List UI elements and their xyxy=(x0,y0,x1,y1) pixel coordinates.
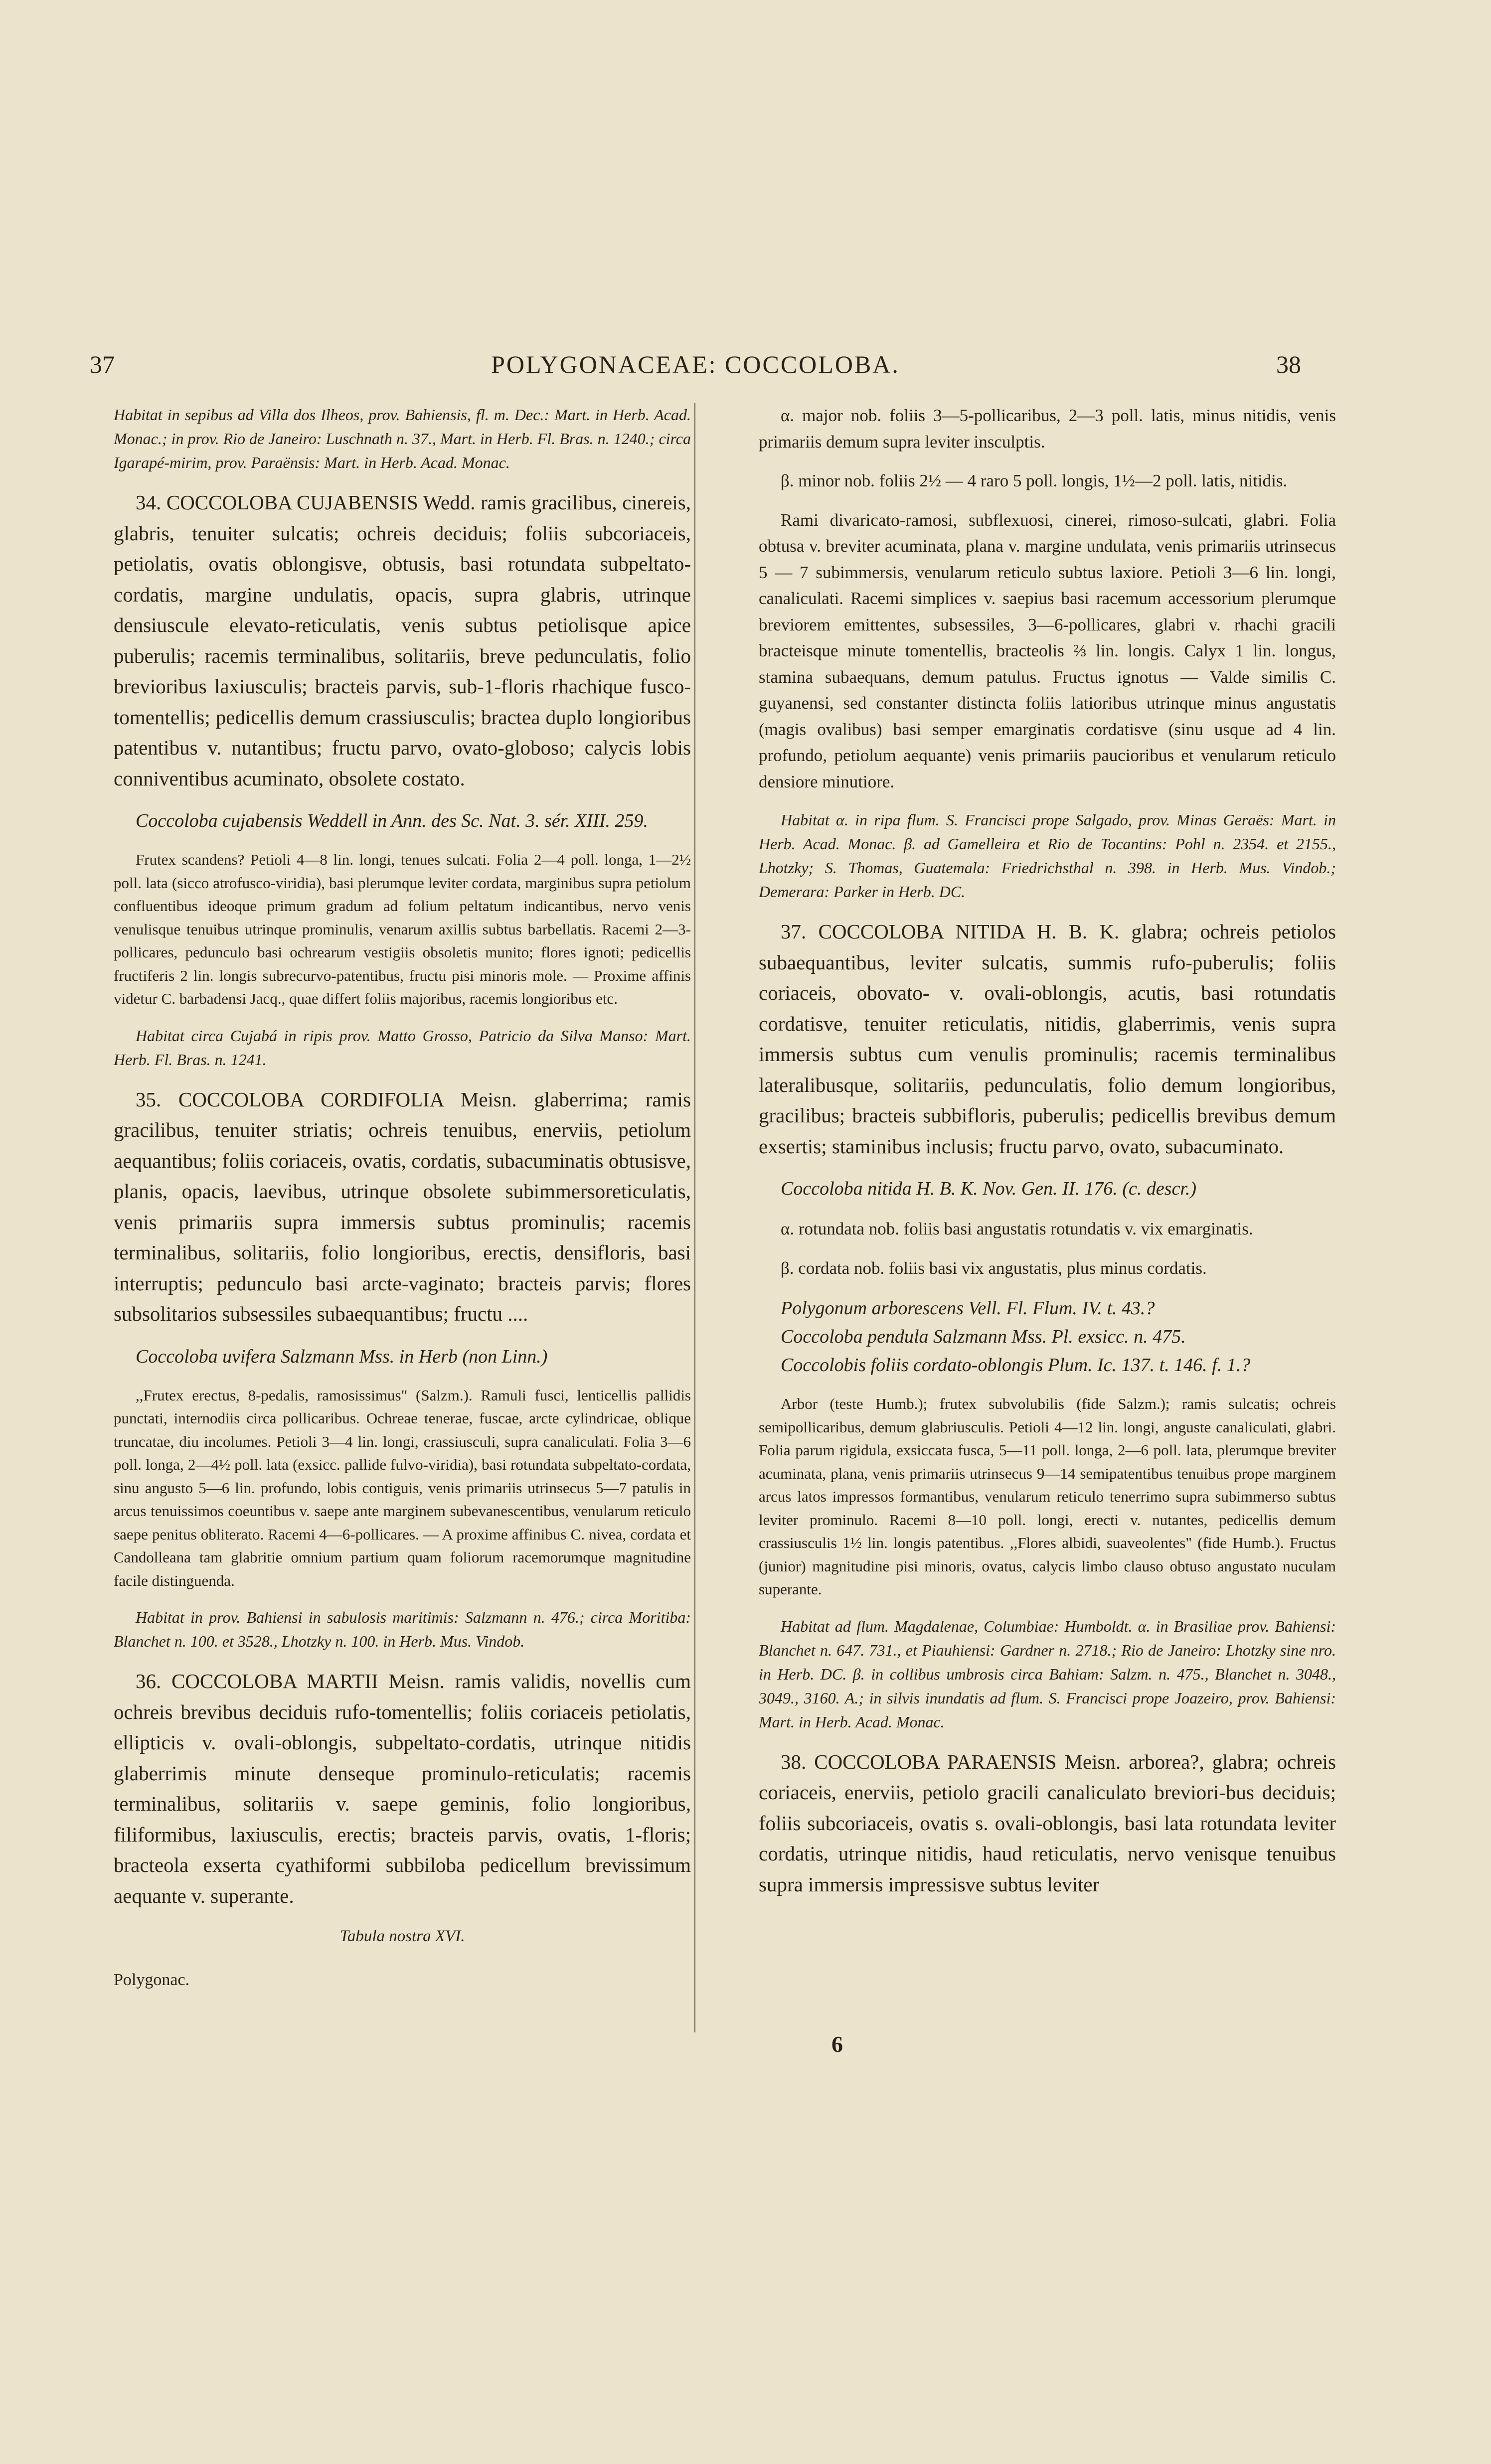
description-34: Frutex scandens? Petioli 4—8 lin. longi, tenues sulcati. Folia 2—4 poll. longa, 1—2½ poll. lata (sicco atrofusco-viridia), basi plerumque leviter cordata, marginibus supra petiolum confluentibus ideoque primum gradum ad folium peltatum indicantibus, nervo venis venulisque tenuibus utrinque prominulis, venarum axillis subtus barbellatis. Racemi 2—3-pollicares, pedunculo basi ochrearum vestigiis obsoletis munito; flores ignoti; pedicellis fructiferis 2 lin. longis subrecurvo-patentibus, fructu pisi minoris mole. — Proxime affinis videtur C. barbadensi Jacq., quae differt foliis majoribus, racemis longioribus etc. xyxy=(114,851,691,1007)
description-36: Rami divaricato-ramosi, subflexuosi, cinerei, rimoso-sulcati, glabri. Folia obtusa v. breviter acuminata, plana v. margine undulata, venis primariis utrinsecus 5 — 7 subimmersis, venularum reticulo subtus laxiore. Petioli 3—6 lin. longi, canaliculati. Racemi simplices v. saepius basi racemum accessorium plerumque breviorem emittentes, subsessiles, 3—6-pollicares, glabri v. rhachi gracili bracteisque minute tomentellis, bracteolis ⅔ lin. longis. Calyx 1 lin. longus, stamina subaequans, demum patulus. Fructus ignotus — Valde similis C. guyanensi, sed constanter distincta foliis latioribus utrinque minus angustatis (magis ovalibus) basi semper emarginatis cordatisve (sinu usque ad 4 lin. profundo, petiolum aequante) venis primariis paucioribus et venularum reticulo densiore minutiore. xyxy=(759,510,1336,791)
description-35: ,,Frutex erectus, 8-pedalis, ramosissimus" (Salzm.). Ramuli fusci, lenticellis pallidis punctati, internodiis circa pollicaribus. Ochreae tenerae, fuscae, arcte cylindricae, oblique truncatae, diu incolumes. Petioli 3—4 lin. longi, crassiusculi, supra canaliculati. Folia 3—6 poll. longa, 2—4½ poll. lata (exsicc. pallide fulvo-viridia), basi rotundata subpeltato-cordata, sinu angusto 5—6 lin. profundo, lobis contiguis, venis primariis utrinsecus 5—7 patulis in arcus tenuissimos coeuntibus v. saepe ante marginem subevanescentibus, venularum reticulo saepe penitus obliterato. Racemi 4—6-pollicares. — A proxime affinibus C. nivea, cordata et Candolleana tam glabritie omnium partium quam foliorum racemorumque magnitudine facile distinguenda. xyxy=(114,1386,691,1589)
page-number-left: 37 xyxy=(90,350,115,378)
synonym-37-line: Polygonum arborescens Vell. Fl. Flum. IV. t. 43.? xyxy=(781,1298,1155,1319)
right-column xyxy=(759,403,1336,1913)
left-column xyxy=(114,403,691,1993)
signature-text: Polygonac. xyxy=(114,1970,190,1989)
page-number-right: 38 xyxy=(1276,350,1301,378)
habitat-34: Habitat circa Cujabá in ripis prov. Matto Grosso, Patricio da Silva Manso: Mart. Herb. Fl. Bras. n. 1241. xyxy=(114,1026,691,1069)
description-37: Arbor (teste Humb.); frutex subvolubilis (fide Salzm.); ramis sulcatis; ochreis semipollicaribus, demum glabriusculis. Petioli 4—12 lin. longi, anguste canaliculati, glabri. Folia parum rigidula, exsiccata fusca, 5—11 poll. longa, 2—6 poll. lata, plerumque breviter acuminata, plana, venis primariis utrinsecus 9—14 semipatentibus tenuibus prope marginem arcus latos impressos formantibus, venularum reticulo tenerrimo supra subimmerso subtus leviter prominulo. Racemi 8—10 poll. longi, erecti v. nutantes, pedicellis demum crassiusculis 1½ lin. longis patentibus. ,,Flores albidi, suaveolentes" (fide Humb.). Fructus (junior) magnitudine pisi minoris, ovatus, calycis limbo clauso obtuso angustato nuculam superante. xyxy=(759,1395,1336,1598)
species-37-nitida: 37. COCCOLOBA NITIDA H. B. K. glabra; ochreis petiolos subaequantibus, leviter sulcatis, summis rufo-puberulis; foliis coriaceis, obovato- v. ovali-oblongis, acutis, basi rotundatis cordatisve, tenuiter reticulatis, nitidis, glaberrimis, venis supra immersis subtus cum venulis prominulis; racemis terminalibus lateralibusque, solitariis, pedunculatis, folio demum longioribus, gracilibus; bracteis subbifloris, puberulis; pedicellis brevibus demum exsertis; staminibus inclusis; fructu parvo, ovato, subacuminato. xyxy=(759,920,1336,1158)
tabula-reference: Tabula nostra XVI. xyxy=(339,1927,465,1945)
species-34-cujabensis: 34. COCCOLOBA CUJABENSIS Wedd. ramis gracilibus, cinereis, glabris, tenuiter sulcatis; ochreis deciduis; foliis subcoriaceis, petiolatis, ovatis oblongisve, obtusis, basi rotundata subpeltato-cordatis, margine undulatis, opacis, supra glabris, utrinque densiuscule elevato-reticulatis, venis subtus petiolisque apice puberulis; racemis terminalibus, solitariis, breve pedunculatis, folio brevioribus laxiusculis; bracteis parvis, sub-1-floris rhachique fusco-tomentellis; pedicellis demum crassiusculis; bractea duplo longioribus patentibus v. nutantibus; fructu parvo, ovato-globoso; calycis lobis conniventibus acuminato, obsolete costato. xyxy=(114,491,691,790)
column-divider xyxy=(694,403,695,2032)
synonyms-37-list xyxy=(759,1294,1336,1380)
species-35-cordifolia: 35. COCCOLOBA CORDIFOLIA Meisn. glaberrima; ramis gracilibus, tenuiter striatis; ochreis tenuibus, enerviis, petiolum aequantibus; foliis coriaceis, ovatis, cordatis, subacuminatis obtusisve, planis, opacis, laevibus, utrinque obsolete subimmersoreticulatis, venis primariis supra immersis subtus prominulis; racemis terminalibus, solitariis, folio longioribus, erectis, densifloris, basi interruptis; pedunculo basi arcte-vaginato; bracteis parvis; flores subsolitarios subsessiles subaequantibus; fructu .... xyxy=(114,1087,691,1325)
habitat-previous: Habitat in sepibus ad Villa dos Ilheos, prov. Bahiensis, fl. m. Dec.: Mart. in Herb. Acad. Monac.; in prov. Rio de Janeiro: Luschnath n. 37., Mart. in Herb. Fl. Bras. n. 1240.; circa Igarapé-mirim, prov. Paraënsis: Mart. in Herb. Acad. Monac. xyxy=(114,406,691,471)
habitat-37: Habitat ad flum. Magdalenae, Columbiae: Humboldt. α. in Brasiliae prov. Bahiensi: Blanchet n. 647. 731., et Piauhiensi: Gardner n. 2718.; Rio de Janeiro: Lhotzky sine nro. in Herb. DC. β. in collibus umbrosis circa Bahiam: Salzm. n. 475., Blanchet n. 3048., 3049., 3160. A.; in silvis inundatis ad flum. S. Francisci prope Joazeiro, prov. Bahiensi: Mart. in Herb. Acad. Monac. xyxy=(759,1617,1336,1731)
habitat-36: Habitat α. in ripa flum. S. Francisci prope Salgado, prov. Minas Geraës: Mart. in Herb. Acad. Monac. β. ad Gamelleira et Rio de Tocantins: Pohl n. 2354. et 2155., Lhotzky; S. Thomas, Guatemala: Friedrichsthal n. 398. in Herb. Mus. Vindob.; Demerara: Parker in Herb. DC. xyxy=(759,811,1336,901)
synonym-35: Coccoloba uvifera Salzmann Mss. in Herb (non Linn.) xyxy=(136,1346,548,1367)
synonym-37: Coccoloba nitida H. B. K. Nov. Gen. II. 176. (c. descr.) xyxy=(781,1178,1197,1199)
running-title: POLYGONACEAE: COCCOLOBA. xyxy=(491,350,900,378)
variety-37-rotundata: α. rotundata nob. foliis basi angustatis rotundatis v. vix emarginatis. xyxy=(781,1219,1253,1238)
synonym-37-line: Coccoloba pendula Salzmann Mss. Pl. exsicc. n. 475. xyxy=(781,1326,1186,1347)
signature-mark xyxy=(114,1967,691,1993)
page-header xyxy=(90,350,1301,395)
species-38-paraensis: 38. COCCOLOBA PARAENSIS Meisn. arborea?, glabra; ochreis coriaceis, enerviis, petiolo gracili canaliculato breviori-bus deciduis; foliis subcoriaceis, ovatis s. ovali-oblongis, basi lata rotundata leviter cordatis, utrinque nitidis, haud reticulatis, nervo venisque tenuibus supra immersis impressisve subtus leviter xyxy=(759,1750,1336,1896)
habitat-35: Habitat in prov. Bahiensi in sabulosis maritimis: Salzmann n. 476.; circa Moritiba: Blanchet n. 100. et 3528., Lhotzky n. 100. in Herb. Mus. Vindob. xyxy=(114,1608,691,1650)
variety-37-cordata: β. cordata nob. foliis basi vix angustatis, plus minus cordatis. xyxy=(781,1258,1207,1278)
variety-minor: β. minor nob. foliis 2½ — 4 raro 5 poll. longis, 1½—2 poll. latis, nitidis. xyxy=(781,471,1288,490)
species-36-martii: 36. COCCOLOBA MARTII Meisn. ramis validis, novellis cum ochreis brevibus deciduis rufo-tomentellis; foliis coriaceis petiolatis, ellipticis v. ovali-oblongis, subpeltato-cordatis, utrinque nitidis glaberrimis minute denseque prominulo-reticulatis; racemis terminalibus, solitariis v. saepe geminis, folio longioribus, filiformibus, laxiusculis, erectis; bracteis parvis, ovatis, 1-floris; bracteola exserta cyathiformi subbiloba pedicellum brevissimum aequante v. superante. xyxy=(114,1670,691,1907)
signature-number: 6 xyxy=(831,2031,843,2057)
synonym-37-line: Coccolobis foliis cordato-oblongis Plum. Ic. 137. t. 146. f. 1.? xyxy=(781,1355,1251,1376)
variety-major: α. major nob. foliis 3—5-pollicaribus, 2—3 poll. latis, minus nitidis, venis primariis demum supra leviter insculptis. xyxy=(759,406,1336,452)
synonym-34: Coccoloba cujabensis Weddell in Ann. des Sc. Nat. 3. sér. XIII. 259. xyxy=(136,810,648,831)
